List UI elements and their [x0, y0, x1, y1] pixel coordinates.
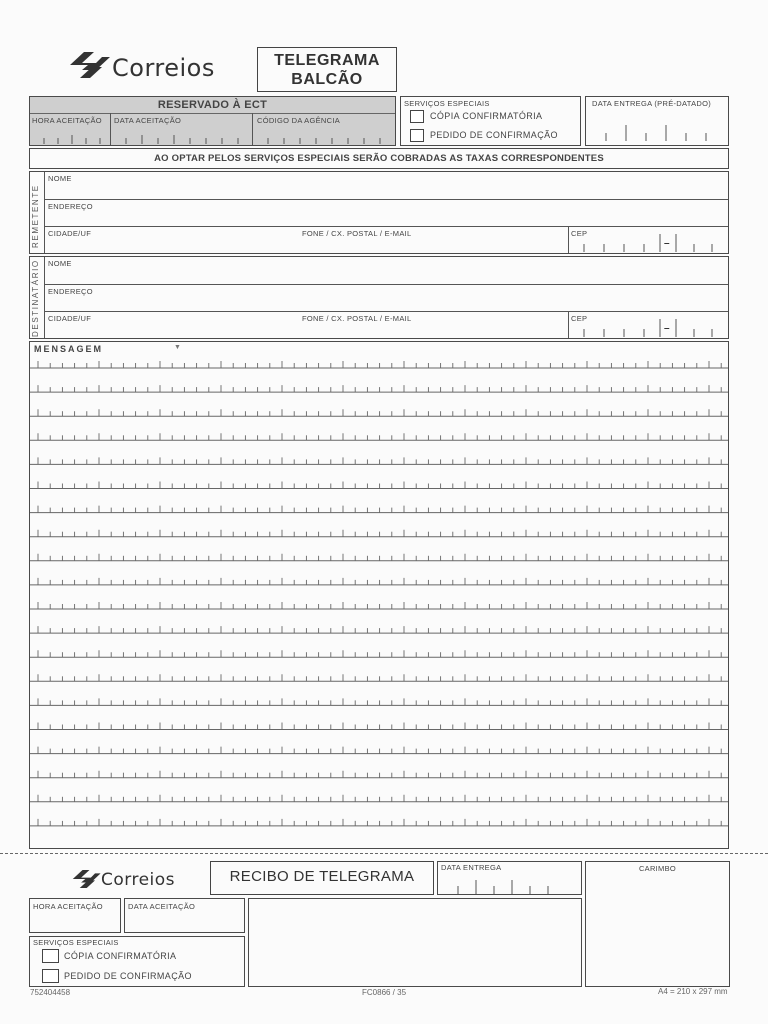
footer-size: A4 = 210 x 297 mm — [658, 987, 728, 996]
recibo-blank-box[interactable] — [248, 898, 582, 987]
mensagem-grid — [30, 342, 728, 848]
correios-logo-icon-small — [70, 867, 102, 891]
message-row-ticks — [38, 554, 721, 561]
recibo-title-box — [210, 861, 434, 895]
remetente-cep-label[interactable]: CEP — [571, 229, 588, 238]
destinatario-fone-label[interactable]: FONE / CX. POSTAL / E-MAIL — [302, 314, 412, 323]
remetente-fone-label[interactable]: FONE / CX. POSTAL / E-MAIL — [302, 229, 412, 238]
carimbo-label: CARIMBO — [638, 864, 677, 873]
destinatario-cep-ticks — [570, 319, 728, 337]
remetente-nome-label[interactable]: NOME — [48, 174, 72, 183]
mensagem-marker-icon: ▼ — [174, 344, 181, 351]
reservado-title: RESERVADO À ECT — [157, 99, 268, 111]
message-row-ticks — [38, 698, 721, 705]
copia-confirmatoria-label: CÓPIA CONFIRMATÓRIA — [430, 111, 543, 121]
title-line-1: TELEGRAMA — [274, 52, 380, 69]
destinatario-cidade-label[interactable]: CIDADE/UF — [48, 314, 92, 323]
remetente-cep-ticks — [570, 234, 728, 252]
recibo-data-box[interactable] — [124, 898, 245, 933]
title-line-2: BALCÃO — [291, 71, 363, 88]
destinatario-side-label: DESTINATÁRIO — [31, 259, 40, 337]
message-row-ticks — [38, 530, 721, 537]
reservado-hora-label: HORA ACEITAÇÃO — [32, 116, 102, 125]
recibo-title: RECIBO DE TELEGRAMA — [229, 868, 415, 885]
message-row-ticks — [38, 433, 721, 440]
reservado-data-label: DATA ACEITAÇÃO — [114, 116, 182, 125]
recibo-data-entrega-box[interactable] — [437, 861, 582, 895]
reservado-codigo-label: CÓDIGO DA AGÊNCIA — [257, 116, 341, 125]
message-row-ticks — [38, 457, 721, 464]
data-entrega-box[interactable] — [585, 96, 729, 146]
remetente-side-label: REMETENTE — [31, 184, 40, 248]
mensagem-section[interactable] — [29, 341, 729, 849]
cut-line — [0, 853, 768, 854]
recibo-servicos-box — [29, 936, 245, 987]
remetente-cep-dash: – — [664, 238, 670, 249]
taxas-notice — [29, 148, 729, 169]
form-title — [257, 47, 397, 92]
footer-code-center: FC0866 / 35 — [362, 988, 407, 997]
recibo-data-label: DATA ACEITAÇÃO — [128, 902, 196, 911]
recibo-hora-label: HORA ACEITAÇÃO — [33, 902, 103, 911]
message-row-ticks — [38, 723, 721, 730]
pedido-confirmacao-checkbox[interactable] — [410, 129, 424, 142]
data-entrega-ticks — [592, 125, 722, 141]
message-row-ticks — [38, 747, 721, 754]
reservado-ect-box — [29, 96, 396, 146]
recibo-copia-checkbox[interactable] — [42, 949, 59, 963]
pedido-confirmacao-label: PEDIDO DE CONFIRMAÇÃO — [430, 130, 558, 140]
recibo-copia-label: CÓPIA CONFIRMATÓRIA — [64, 951, 177, 961]
message-row-ticks — [38, 506, 721, 513]
message-row-ticks — [38, 819, 721, 826]
recibo-pedido-label: PEDIDO DE CONFIRMAÇÃO — [64, 971, 192, 981]
recibo-data-entrega-label: DATA ENTREGA — [441, 863, 502, 872]
recibo-logo — [68, 864, 188, 894]
message-row-ticks — [38, 674, 721, 681]
destinatario-cep-dash: – — [664, 323, 670, 334]
recibo-data-entrega-ticks — [444, 880, 574, 894]
message-row-ticks — [38, 361, 721, 368]
recibo-hora-box[interactable] — [29, 898, 121, 933]
message-row-ticks — [38, 650, 721, 657]
correios-logo — [64, 46, 224, 86]
recibo-servicos-title: SERVIÇOS ESPECIAIS — [33, 938, 119, 947]
carimbo-box[interactable] — [585, 861, 730, 987]
servicos-especiais-box — [400, 96, 581, 146]
footer-code-left: 752404458 — [30, 988, 71, 997]
destinatario-nome-label[interactable]: NOME — [48, 259, 72, 268]
copia-confirmatoria-checkbox[interactable] — [410, 110, 424, 123]
message-row-ticks — [38, 602, 721, 609]
message-row-ticks — [38, 578, 721, 585]
destinatario-endereco-label[interactable]: ENDEREÇO — [48, 287, 93, 296]
reservado-data-ticks — [116, 135, 250, 143]
data-entrega-title: DATA ENTREGA (PRÉ-DATADO) — [592, 99, 712, 108]
message-row-ticks — [38, 771, 721, 778]
reservado-hora-ticks — [36, 135, 106, 143]
message-row-ticks — [38, 482, 721, 489]
remetente-cidade-label[interactable]: CIDADE/UF — [48, 229, 92, 238]
remetente-endereco-label[interactable]: ENDEREÇO — [48, 202, 93, 211]
remetente-section — [29, 171, 729, 254]
mensagem-title: MENSAGEM — [34, 344, 104, 354]
brand-name: Correios — [112, 54, 215, 82]
taxas-notice-text: AO OPTAR PELOS SERVIÇOS ESPECIAIS SERÃO COBRADAS AS TAXAS CORRESPONDENTES — [154, 153, 604, 164]
recibo-pedido-checkbox[interactable] — [42, 969, 59, 983]
servicos-title: SERVIÇOS ESPECIAIS — [404, 99, 490, 108]
reservado-codigo-ticks — [256, 135, 394, 143]
recibo-brand-name: Correios — [101, 870, 176, 890]
destinatario-cep-label[interactable]: CEP — [571, 314, 588, 323]
message-row-ticks — [38, 795, 721, 802]
message-row-ticks — [38, 626, 721, 633]
message-row-ticks — [38, 385, 721, 392]
destinatario-section — [29, 256, 729, 339]
correios-logo-icon — [66, 48, 112, 82]
message-row-ticks — [38, 409, 721, 416]
